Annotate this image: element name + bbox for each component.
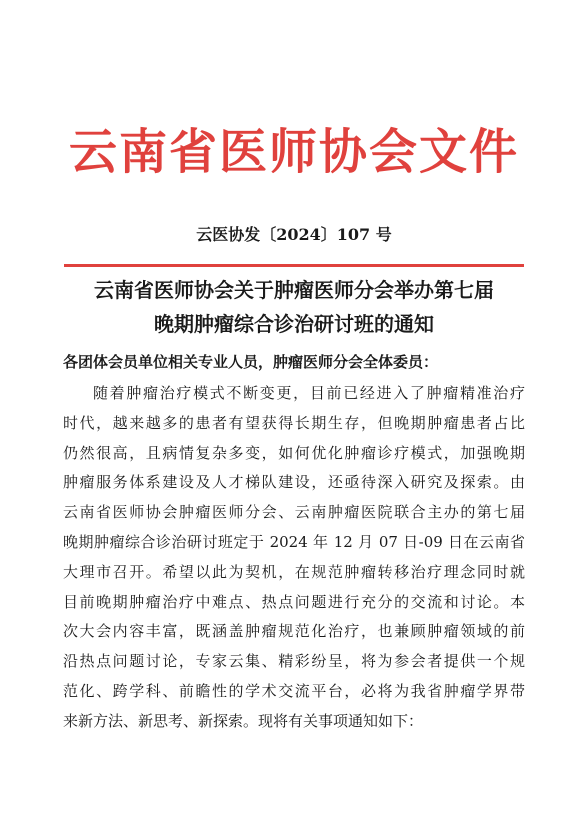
- red-divider-line: [64, 264, 524, 267]
- notice-title-line: 晚期肿瘤综合诊治研讨班的通知: [154, 312, 434, 336]
- salutation: 各团体会员单位相关专业人员，肿瘤医师分会全体委员：: [63, 353, 439, 371]
- body-line: 次大会内容丰富，既涵盖肿瘤规范化治疗，也兼顾肿瘤领域的前: [63, 622, 525, 641]
- body-line: 大理市召开。希望以此为契机，在规范肿瘤转移治疗理念同时就: [63, 562, 525, 581]
- notice-title: [0, 273, 588, 341]
- document-header-title: 云南省医师协会文件: [68, 124, 519, 180]
- body-line: 仍然很高，且病情复杂多变，如何优化肿瘤诊疗模式，加强晚期: [63, 443, 525, 462]
- body-line: 范化、跨学科、前瞻性的学术交流平台，必将为我省肿瘤学界带: [63, 681, 525, 700]
- body-line: 云南省医师协会肿瘤医师分会、云南肿瘤医院联合主办的第七届: [63, 503, 525, 522]
- notice-body: [63, 379, 525, 737]
- body-line: 肿瘤服务体系建设及人才梯队建设，还亟待深入研究及探索。由: [63, 473, 525, 492]
- body-line: 来新方法、新思考、新探索。现将有关事项通知如下：: [63, 711, 424, 730]
- document-number: 云医协发〔2024〕107 号: [196, 225, 392, 244]
- body-line: 晚期肿瘤综合诊治研讨班定于 2024 年 12 月 07 日-09 日在云南省: [63, 532, 525, 551]
- body-line: 随着肿瘤治疗模式不断变更，目前已经进入了肿瘤精准治疗: [93, 384, 525, 402]
- notice-title-line: 云南省医师协会关于肿瘤医师分会举办第七届: [94, 278, 494, 302]
- body-line: 目前晚期肿瘤治疗中难点、热点问题进行充分的交流和讨论。本: [63, 592, 525, 611]
- body-line: 时代，越来越多的患者有望获得长期生存，但晚期肿瘤患者占比: [63, 413, 525, 432]
- body-line: 沿热点问题讨论，专家云集、精彩纷呈，将为参会者提供一个规: [63, 652, 525, 671]
